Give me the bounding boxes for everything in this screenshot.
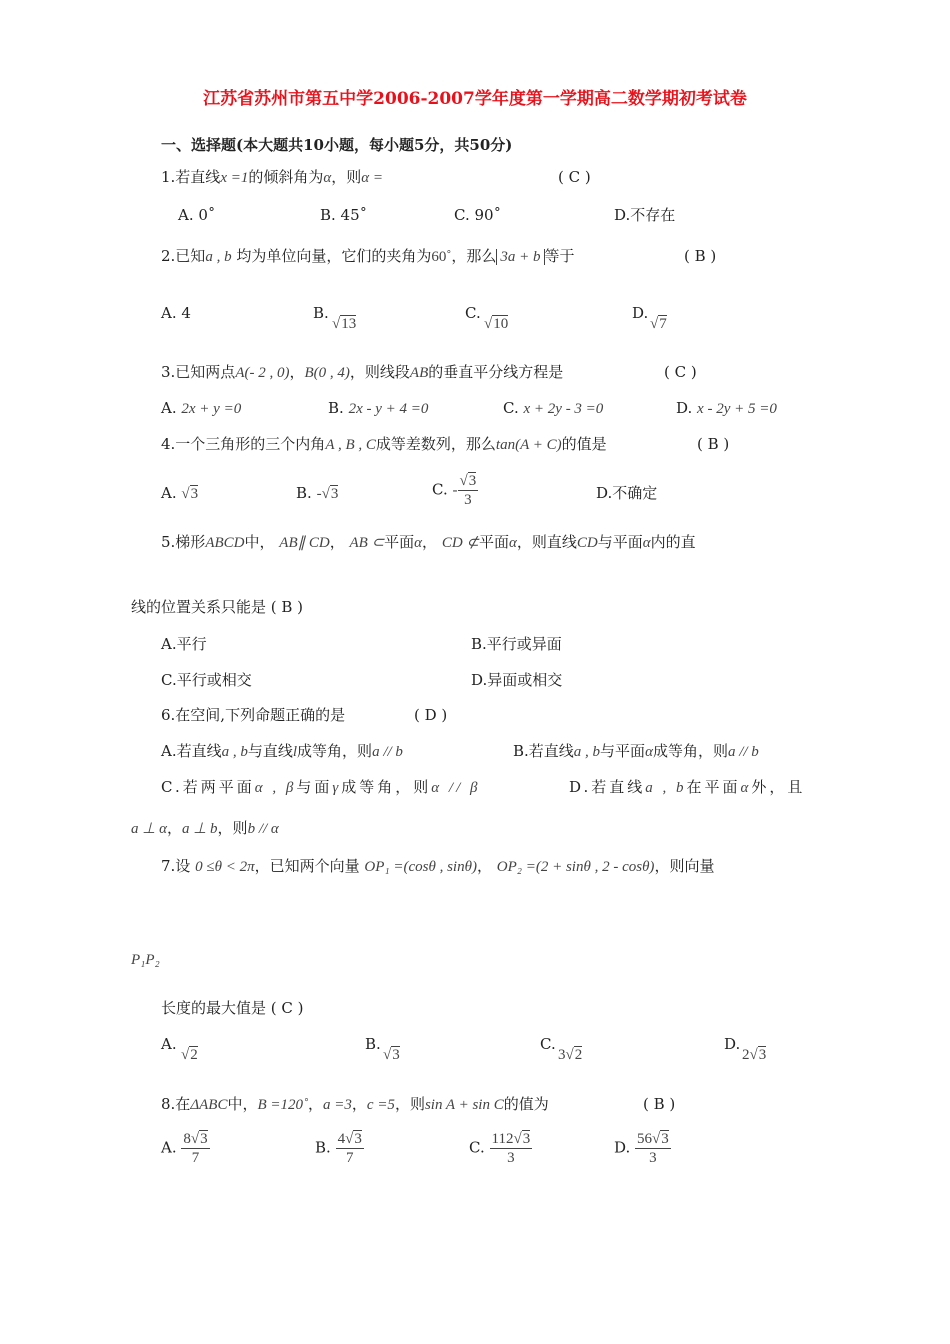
question-6-option-b: B.若直线a , b与平面α成等角，则a // b <box>513 742 759 760</box>
question-8-option-c: C. $\frac{112√3}{3}$ <box>469 1131 531 1166</box>
question-2-option-c-value: √10 <box>484 316 509 332</box>
question-5-option-a: A.平行 <box>161 635 207 653</box>
question-7-option-a-value: √2 <box>181 1047 198 1063</box>
exam-title: 江苏省苏州市第五中学2006-2007学年度第一学期高二数学期初考试卷 <box>203 89 747 109</box>
question-4-option-b: B. -√3 <box>296 484 339 502</box>
question-6-option-d-line2: a ⊥ α，a ⊥ b，则b // α <box>131 819 279 837</box>
question-3-option-c: C. x + 2y - 3 =0 <box>503 399 604 417</box>
question-8-option-d: D. $\frac{56√3}{3}$ <box>614 1131 669 1166</box>
question-6-option-c: C.若两平面α , β与面γ成等角，则α // β <box>161 778 481 796</box>
question-6-option-d: D.若直线a , b在平面α外，且 <box>569 778 806 796</box>
question-1-option-a: A. 0˚ <box>178 206 216 224</box>
question-3-answer: ( C ) <box>664 363 697 381</box>
question-7-stem-line3: 长度的最大值是 ( C ) <box>161 999 304 1017</box>
question-3-option-a: A. 2x + y =0 <box>161 399 242 417</box>
question-2-option-d-value: √7 <box>650 316 667 332</box>
question-7-option-c-value: 3√2 <box>558 1047 583 1063</box>
question-8-stem: 8.在ΔABC中，B =120˚，a =3，c =5，则sin A + sin C的值为 <box>161 1095 549 1113</box>
question-2-option-a: A. 4 <box>161 304 191 322</box>
question-1-option-c: C. 90˚ <box>454 206 502 224</box>
section-heading-choice: 一、选择题(本大题共10小题，每小题5分，共50分) <box>161 136 513 154</box>
question-4-option-d: D.不确定 <box>596 484 658 502</box>
question-8-option-b: B. $\frac{4√3}{7}$ <box>315 1131 362 1166</box>
question-7-vector: P₁P₂ <box>131 952 160 968</box>
question-2-answer: ( B ) <box>684 247 717 265</box>
question-4-option-c: C. - $\frac{√3}{3}$ <box>432 473 477 508</box>
question-8-answer: ( B ) <box>643 1095 676 1113</box>
question-7-option-c-label: C. <box>540 1035 556 1053</box>
question-5-option-c: C.平行或相交 <box>161 671 252 689</box>
question-4-answer: ( B ) <box>697 435 730 453</box>
question-8-option-a: A. $\frac{8√3}{7}$ <box>161 1131 208 1166</box>
question-5-stem: 5.梯形ABCD中， AB∥ CD， AB ⊂平面α， CD ⊄平面α，则直线CD与平面α内的直 <box>161 533 696 551</box>
question-7-option-a-label: A. <box>161 1035 177 1053</box>
question-7-option-d-value: 2√3 <box>742 1047 767 1063</box>
question-3-option-b: B. 2x - y + 4 =0 <box>328 399 429 417</box>
question-7-option-b-value: √3 <box>383 1047 400 1063</box>
question-2-option-c-label: C. <box>465 304 481 322</box>
question-3-stem: 3.已知两点A(- 2 , 0)，B(0 , 4)，则线段AB的垂直平分线方程是 <box>161 363 564 381</box>
question-7-option-b-label: B. <box>365 1035 381 1053</box>
question-4-option-a: A. √3 <box>161 484 199 502</box>
question-1-answer: ( C ) <box>558 168 591 186</box>
question-6-answer: ( D ) <box>414 706 448 724</box>
question-1-option-b: B. 45˚ <box>320 206 368 224</box>
question-2-option-b-label: B. <box>313 304 329 322</box>
question-5-option-b: B.平行或异面 <box>471 635 562 653</box>
question-2-option-b-value: √13 <box>332 316 357 332</box>
question-2-option-d-label: D. <box>632 304 649 322</box>
question-5-option-d: D.异面或相交 <box>471 671 563 689</box>
question-1-stem: 1.若直线x =1的倾斜角为α，则α = <box>161 168 383 186</box>
question-7-stem: 7.设 0 ≤θ < 2π，已知两个向量 OP₁ =(cosθ , sinθ)， OP₂ =(2 + sinθ , 2 - cosθ)，则向量 <box>161 857 715 875</box>
question-1-option-d: D.不存在 <box>614 206 676 224</box>
question-4-stem: 4.一个三角形的三个内角A , B , C成等差数列，那么tan(A + C)的值是 <box>161 435 607 453</box>
question-6-stem: 6.在空间,下列命题正确的是 <box>161 706 346 724</box>
question-3-option-d: D. x - 2y + 5 =0 <box>676 399 777 417</box>
question-2-stem: 2.已知a , b 均为单位向量，它们的夹角为60˚，那么 3a + b 等于 <box>161 247 575 265</box>
question-7-option-d-label: D. <box>724 1035 741 1053</box>
question-6-option-a: A.若直线a , b与直线l成等角，则a // b <box>161 742 403 760</box>
question-5-stem-line2: 线的位置关系只能是 ( B ) <box>131 598 304 616</box>
